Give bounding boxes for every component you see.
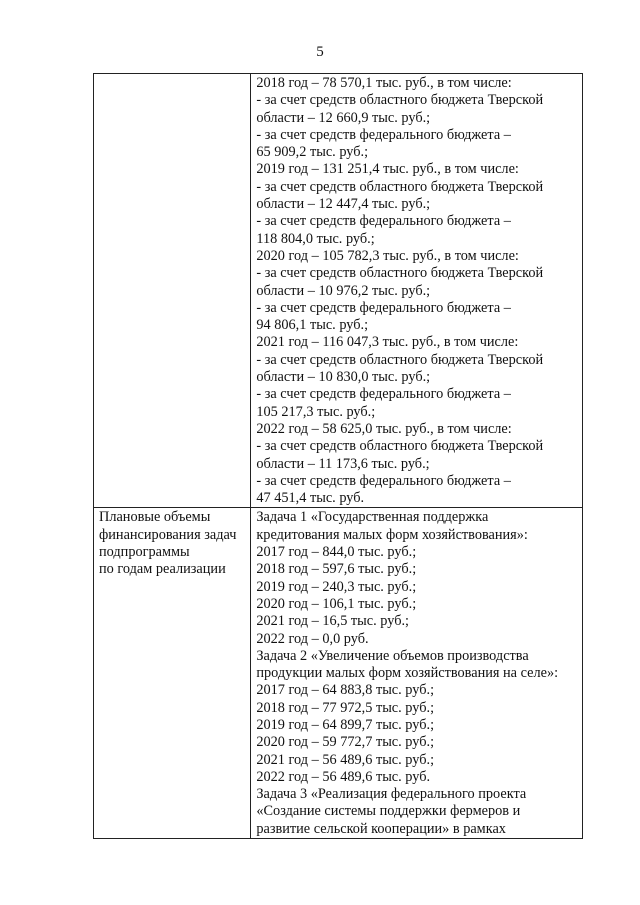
text-line: Задача 2 «Увеличение объемов производства (256, 647, 529, 664)
text-line: - за счет средств федерального бюджета – (256, 472, 511, 489)
text-line: области – 12 660,9 тыс. руб.; (256, 109, 431, 126)
text-line: 2019 год – 240,3 тыс. руб.; (256, 578, 417, 595)
row2-left-cell (94, 508, 251, 839)
funding-table (93, 73, 583, 839)
text-line: области – 10 830,0 тыс. руб.; (256, 369, 431, 386)
text-line: Задача 1 «Государственная поддержка (256, 509, 489, 526)
table-row (94, 508, 583, 839)
text-line: 2018 год – 78 570,1 тыс. руб., в том числе: (256, 75, 512, 91)
text-line: 2019 год – 131 251,4 тыс. руб., в том числе: (256, 161, 519, 178)
text-line: 94 806,1 тыс. руб.; (256, 317, 369, 334)
text-line: - за счет средств федерального бюджета – (256, 126, 511, 143)
text-line: - за счет средств областного бюджета Тверской (256, 265, 544, 282)
text-line: 2019 год – 64 899,7 тыс. руб.; (256, 716, 435, 733)
text-line: - за счет средств федерального бюджета – (256, 213, 511, 230)
table-row (94, 74, 583, 508)
text-line: 2020 год – 106,1 тыс. руб.; (256, 595, 417, 612)
page-number: 5 (316, 44, 324, 60)
text-line: «Создание системы поддержки фермеров и (256, 803, 521, 820)
text-line: 2020 год – 105 782,3 тыс. руб., в том числе: (256, 247, 519, 264)
text-line: развитие сельской кооперации» в рамках (256, 820, 506, 837)
text-line: 2018 год – 77 972,5 тыс. руб.; (256, 699, 435, 716)
text-line: - за счет средств областного бюджета Тверской (256, 92, 544, 109)
row-heading-line: финансирования задач (99, 526, 237, 543)
text-line: 47 451,4 тыс. руб. (256, 490, 365, 507)
text-line: 2022 год – 58 625,0 тыс. руб., в том числе: (256, 420, 512, 437)
text-line: 2017 год – 64 883,8 тыс. руб.; (256, 682, 435, 699)
text-line: 2018 год – 597,6 тыс. руб.; (256, 561, 417, 578)
text-line: 2021 год – 56 489,6 тыс. руб.; (256, 751, 435, 768)
row-heading-line: подпрограммы (99, 544, 190, 561)
text-line: - за счет средств областного бюджета Тверской (256, 178, 544, 195)
text-line: области – 11 173,6 тыс. руб.; (256, 455, 430, 472)
text-line: 2020 год – 59 772,7 тыс. руб.; (256, 734, 435, 751)
text-line: - за счет средств областного бюджета Тверской (256, 351, 544, 368)
row1-right-cell (251, 74, 583, 508)
text-line: - за счет средств федерального бюджета – (256, 299, 511, 316)
text-line: 118 804,0 тыс. руб.; (256, 230, 375, 247)
text-line: кредитования малых форм хозяйствования»: (256, 526, 528, 543)
text-line: 2022 год – 56 489,6 тыс. руб. (256, 768, 431, 785)
row-heading-line: по годам реализации (99, 561, 226, 578)
text-line: 2022 год – 0,0 руб. (256, 630, 369, 647)
text-line: продукции малых форм хозяйствования на селе»: (256, 665, 559, 682)
text-line: 2017 год – 844,0 тыс. руб.; (256, 544, 417, 561)
text-line: Задача 3 «Реализация федерального проекта (256, 786, 527, 803)
text-line: области – 10 976,2 тыс. руб.; (256, 282, 431, 299)
text-line: 2021 год – 16,5 тыс. руб.; (256, 613, 410, 630)
text-line: - за счет средств областного бюджета Тверской (256, 438, 544, 455)
row-heading-line: Плановые объемы (99, 509, 211, 526)
text-line: - за счет средств федерального бюджета – (256, 386, 511, 403)
text-line: 65 909,2 тыс. руб.; (256, 144, 369, 161)
text-line: области – 12 447,4 тыс. руб.; (256, 196, 431, 213)
text-line: 2021 год – 116 047,3 тыс. руб., в том числе: (256, 334, 519, 351)
text-line: 105 217,3 тыс. руб.; (256, 403, 376, 420)
row1-left-cell (94, 74, 251, 508)
row2-right-cell (251, 508, 583, 839)
